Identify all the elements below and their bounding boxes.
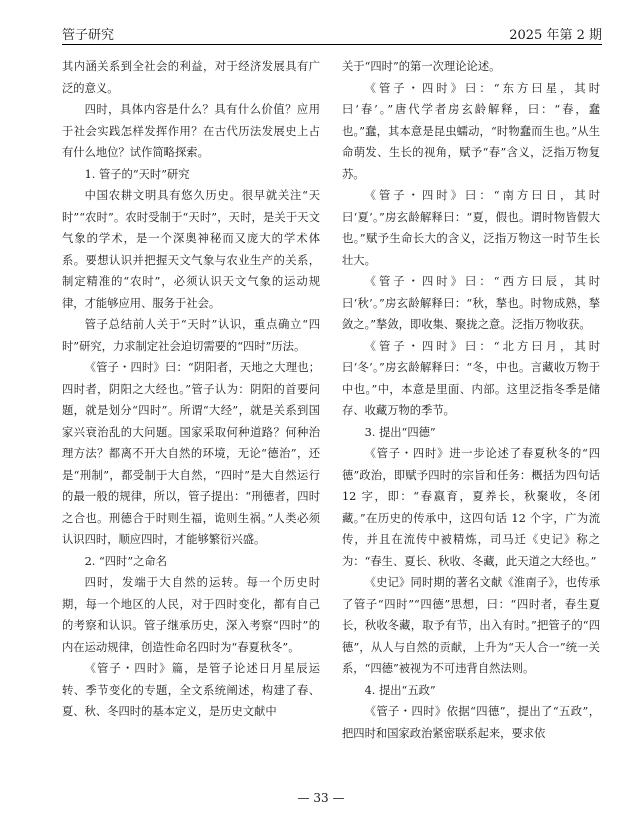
- paragraph: 《管子・四时》曰：“阴阳者，天地之大理也；四时者，阴阳之大经也。”管子认为：阴阳的首要问题，就是划分“四时”。所谓“大经”，就是关系到国家兴衰治乱的大问题。国家采取何种道路？何种治理方法？都离不开大自然的环境，无论“德治”，还是“刑制”，都受制于大自然，“四时”是大自然运行的最一般的规律，所以，管子提出：“刑德者，四时之合也。刑德合于时则生福，诡则生祸。”人类必须认识四时，顺应四时，才能够繁衍兴盛。: [62, 361, 320, 546]
- paragraph: 《管子・四时》进一步论述了春夏秋冬的“四德”政治，即赋予四时的宗旨和任务：概括为四句话 12 字，即：“春嬴育，夏养长，秋聚收，冬闭藏。”在历史的传承中，这四句话 12 个字，广为流传，并且在流传中被精炼，司马迁《史记》称之为：“春生、夏长、秋收、冬藏，此天道之大经也。”: [342, 447, 600, 568]
- section-heading: 2. “四时”之命名: [84, 554, 167, 568]
- left-column: [62, 56, 320, 723]
- paragraph: 四时，发端于大自然的运转。每一个历史时期，每一个地区的人民，对于四时变化，都有自己的考察和认识。管子继承历史，深入考察“四时”的内在运动规律，创造性命名四时为“春夏秋冬”。: [62, 576, 320, 654]
- paragraph: 《管子・四时》依据“四德”，提出了“五政”，把四时和国家政治紧密联系起来，要求依: [342, 705, 600, 740]
- page-number: — 33 —: [297, 791, 345, 805]
- paragraph: 中国农耕文明具有悠久历史。很早就关注“天时”“农时”。农时受制于“天时”，天时，是关于天文气象的学术，是一个深奥神秘而又庞大的学术体系。要想认识并把握天文气象与农业生产的关系，制定精准的“农时”，必须认识天文气象的运动规律，才能够应用、服务于社会。: [62, 189, 320, 310]
- paragraph: 《史记》同时期的著名文献《淮南子》，也传承了管子“四时”“四德”思想，曰：“四时者，春生夏长，秋收冬藏，取予有节，出入有时。”把管子的“四德”，从人与自然的贡献，上升为“天人合一”统一关系，“四德”被视为不可违背自然法则。: [342, 576, 600, 675]
- paragraph: 《管子・四时》曰：“北方曰月，其时曰‘冬’。”房玄龄解释曰：“冬，中也。言藏收万物于中也。”中，本意是里面、内部。这里泛指冬季是储存、收藏万物的季节。: [342, 339, 600, 417]
- paragraph: 《管子・四时》曰：“东方曰星，其时曰‘春’。”唐代学者房玄龄解释，曰：“春，蠢也。”蠢，其本意是昆虫蠕动，“时物蠢而生也。”从生命萌发、生长的视角，赋予“春”含义，泛指万物复苏。: [342, 81, 600, 181]
- paragraph: 关于“四时”的第一次理论论述。: [342, 60, 501, 73]
- right-column: [342, 56, 600, 744]
- paragraph: 四时，具体内容是什么？具有什么价值？应用于社会实践怎样发挥作用？在古代历法发展史上占有什么地位？试作简略探索。: [62, 103, 320, 159]
- section-heading: 4. 提出“五政”: [364, 683, 436, 697]
- paragraph: 《管子・四时》篇，是管子论述日月星辰运转、季节变化的专题，全文系统阐述，构建了春、夏、秋、冬四时的基本定义，是历史文献中: [62, 662, 320, 718]
- header-rule: [62, 44, 602, 45]
- issue-label: 2025 年第 2 期: [509, 27, 602, 43]
- running-header: [62, 22, 602, 44]
- journal-name: 管子研究: [62, 27, 115, 43]
- section-heading: 3. 提出“四德”: [364, 425, 436, 439]
- section-heading: 1. 管子的“天时”研究: [84, 167, 190, 181]
- paragraph: 其内涵关系到全社会的利益，对于经济发展具有广泛的意义。: [62, 60, 320, 95]
- paragraph: 管子总结前人关于“天时”认识，重点确立“四时”研究，力求制定社会迫切需要的“四时”历法。: [62, 318, 320, 353]
- paragraph: 《管子・四时》曰：“南方曰日，其时曰‘夏’。”房玄龄解释曰：“夏，假也。谓时物皆假大也。”赋予生命长大的含义，泛指万物这一时节生长壮大。: [342, 189, 600, 267]
- paragraph: 《管子・四时》曰：“西方曰辰，其时曰‘秋’。”房玄龄解释曰：“秋，揫也。时物成熟，揫敛之。”揫敛，即收集、聚拢之意。泛指万物收获。: [342, 275, 600, 331]
